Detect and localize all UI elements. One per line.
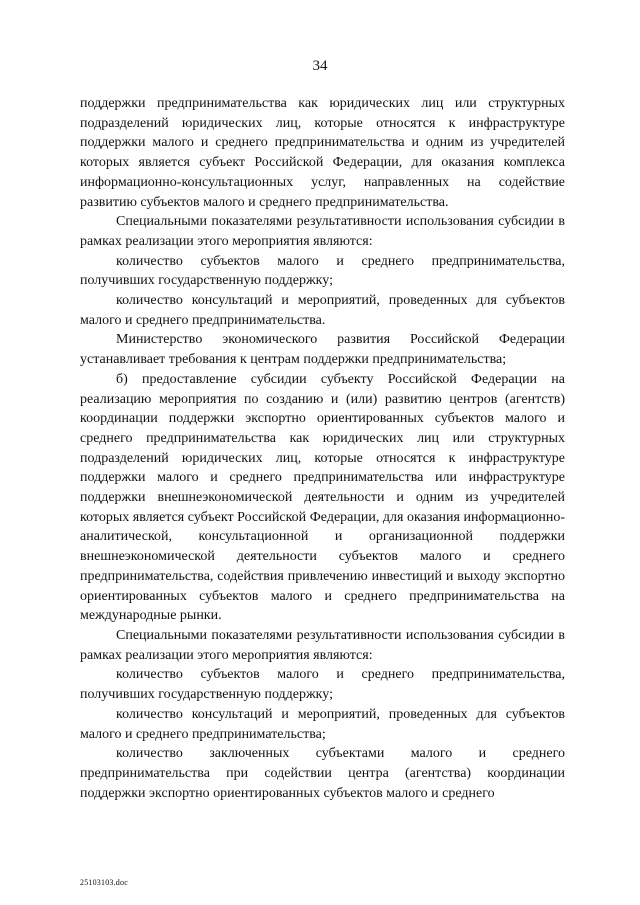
paragraph-indicators-intro: Специальными показателями результативности использования субсидии в рамках реализации этого мероприятия являются:	[80, 627, 565, 663]
paragraph-indicator-item: количество субъектов малого и среднего предпринимательства, получивших государственную поддержку;	[80, 253, 565, 289]
paragraph-indicator-item: количество заключенных субъектами малого и среднего предпринимательства при содействии центра (агентства) координации поддержки экспортно ориентированных субъектов малого и среднего	[80, 746, 565, 801]
paragraph-ministry-requirements: Министерство экономического развития Российской Федерации устанавливает требования к центрам поддержки предпринимательства;	[80, 332, 565, 368]
paragraph-indicators-intro: Специальными показателями результативности использования субсидии в рамках реализации этого мероприятия являются:	[80, 214, 565, 249]
paragraph-indicator-item: количество консультаций и мероприятий, проведенных для субъектов малого и среднего предпринимательства.	[80, 293, 565, 328]
paragraph-continuation: поддержки предпринимательства как юридических лиц или структурных подразделений юридических лиц, которые относятся к инфраструктуре поддержки малого и среднего предпринимательства и одним из учредителей которых является субъект Российской Федерации, для оказания комплекса информационно-консультационных услуг, направленных на содействие развитию субъектов малого и среднего предпринимательства.	[80, 96, 565, 210]
page-number: 34	[312, 58, 328, 74]
paragraph-indicator-item: количество субъектов малого и среднего предпринимательства, получивших государственную поддержку;	[80, 667, 565, 703]
paragraph-indicator-item: количество консультаций и мероприятий, проведенных для субъектов малого и среднего предпринимательства;	[80, 706, 565, 742]
document-body	[80, 94, 565, 803]
footer-filename: 25103103.doc	[80, 878, 128, 887]
paragraph-subitem-b: б) предоставление субсидии субъекту Российской Федерации на реализацию мероприятия по созданию и (или) развитию центров (агентств) координации поддержки экспортно ориентированных субъектов малого и среднего предпринимательства как юридических лиц или структурных подразделений юридических лиц, которые относятся к инфраструктуре поддержки малого и среднего предпринимательства или инфраструктуре поддержки внешнеэкономической деятельности и одним из учредителей которых является субъект Российской Федерации, для оказания информационно-аналитической, консультационной и организационной поддержки внешнеэкономической деятельности субъектов малого и среднего предпринимательства, содействия привлечению инвестиций и выходу экспортно ориентированных субъектов малого и среднего предпринимательства на международные рынки.	[80, 371, 565, 624]
